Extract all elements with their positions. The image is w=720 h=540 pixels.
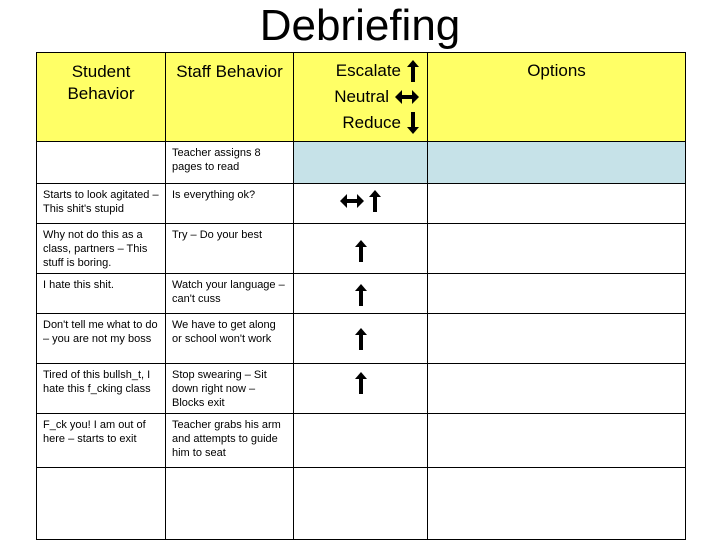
table-row <box>37 274 686 314</box>
options-cell <box>428 414 686 468</box>
indicator-cell <box>294 364 428 414</box>
staff-cell: Is everything ok? <box>166 184 294 224</box>
up-arrow-icon <box>355 284 367 306</box>
staff-cell: Teacher grabs his arm and attempts to guide him to seat <box>166 414 294 468</box>
student-cell: I hate this shit. <box>37 274 166 314</box>
header-staff-behavior: Staff Behavior <box>166 53 294 142</box>
indicator-cell <box>294 314 428 364</box>
student-cell: Don't tell me what to do – you are not my boss <box>37 314 166 364</box>
header-escalate-label: Escalate <box>335 61 401 80</box>
table-row <box>37 468 686 540</box>
header-row <box>37 53 686 142</box>
staff-cell: We have to get along or school won't work <box>166 314 294 364</box>
header-student-behavior <box>37 53 166 142</box>
indicator-cell <box>294 184 428 224</box>
student-cell: F_ck you! I am out of here – starts to exit <box>37 414 166 468</box>
staff-cell: Stop swearing – Sit down right now – Blocks exit <box>166 364 294 414</box>
header-neutral-label: Neutral <box>334 87 389 106</box>
double-arrow-icon <box>340 194 364 208</box>
student-cell: Tired of this bullsh_t, I hate this f_cking class <box>37 364 166 414</box>
student-cell: Starts to look agitated – This shit's stupid <box>37 184 166 224</box>
header-options: Options <box>428 53 686 142</box>
up-arrow-icon <box>355 240 367 262</box>
options-cell <box>428 314 686 364</box>
table-row <box>37 314 686 364</box>
options-cell <box>428 274 686 314</box>
indicator-cell <box>294 468 428 540</box>
options-cell <box>428 184 686 224</box>
staff-cell: Watch your language – can't cuss <box>166 274 294 314</box>
options-cell <box>428 142 686 184</box>
indicator-cell <box>294 142 428 184</box>
indicator-cell <box>294 224 428 274</box>
table-row <box>37 414 686 468</box>
debriefing-table <box>36 52 686 540</box>
indicator-cell <box>294 274 428 314</box>
header-reduce-label: Reduce <box>342 113 401 132</box>
double-arrow-icon <box>395 90 419 104</box>
table-row <box>37 224 686 274</box>
down-arrow-icon <box>407 112 419 134</box>
table-row <box>37 184 686 224</box>
indicator-cell <box>294 414 428 468</box>
staff-cell: Teacher assigns 8 pages to read <box>166 142 294 184</box>
header-escalate-neutral-reduce <box>294 53 428 142</box>
table-row <box>37 364 686 414</box>
table-row <box>37 142 686 184</box>
up-arrow-icon <box>355 372 367 394</box>
header-student-line2: Behavior <box>67 84 135 103</box>
up-arrow-icon <box>369 190 381 212</box>
staff-cell: Try – Do your best <box>166 224 294 274</box>
options-cell <box>428 364 686 414</box>
header-student-line1: Student <box>71 62 131 81</box>
up-arrow-icon <box>355 328 367 350</box>
student-cell <box>37 468 166 540</box>
staff-cell <box>166 468 294 540</box>
student-cell <box>37 142 166 184</box>
up-arrow-icon <box>407 60 419 82</box>
options-cell <box>428 224 686 274</box>
page-title: Debriefing <box>259 1 461 50</box>
options-cell <box>428 468 686 540</box>
student-cell: Why not do this as a class, partners – This stuff is boring. <box>37 224 166 274</box>
